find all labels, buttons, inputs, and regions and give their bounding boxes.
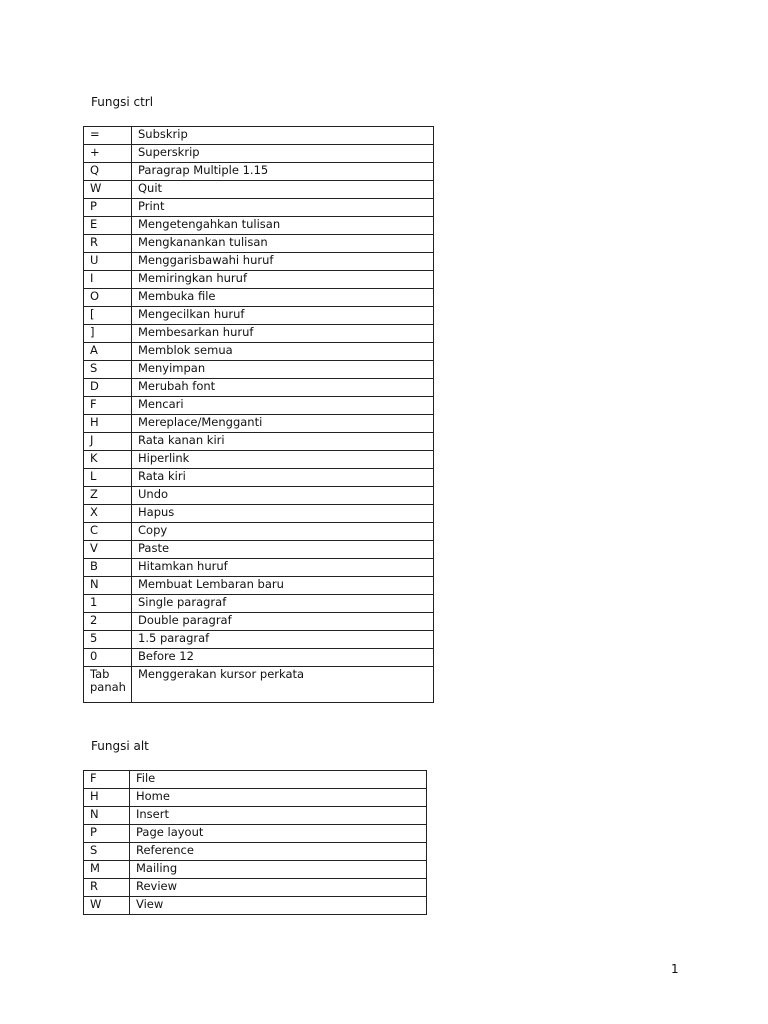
table-row — [84, 789, 427, 807]
shortcut-key: P — [84, 199, 132, 217]
shortcut-key: V — [84, 541, 132, 559]
shortcut-description: Memblok semua — [132, 343, 434, 361]
table-row — [84, 343, 434, 361]
table-row — [84, 163, 434, 181]
shortcut-description: Superskrip — [132, 145, 434, 163]
table-row — [84, 613, 434, 631]
shortcut-key: I — [84, 271, 132, 289]
table-row — [84, 879, 427, 897]
shortcut-key: N — [84, 577, 132, 595]
shortcut-description: File — [130, 771, 427, 789]
table-row — [84, 253, 434, 271]
ctrl-section-title: Fungsi ctrl — [91, 95, 154, 109]
table-row — [84, 181, 434, 199]
table-row — [84, 127, 434, 145]
table-row — [84, 523, 434, 541]
shortcut-key: X — [84, 505, 132, 523]
shortcut-key: C — [84, 523, 132, 541]
shortcut-description: Membuat Lembaran baru — [132, 577, 434, 595]
table-row — [84, 235, 434, 253]
table-row — [84, 145, 434, 163]
table-row — [84, 199, 434, 217]
shortcut-description: Memiringkan huruf — [132, 271, 434, 289]
shortcut-description: View — [130, 897, 427, 915]
shortcut-description: Hiperlink — [132, 451, 434, 469]
shortcut-key: A — [84, 343, 132, 361]
shortcut-description: Undo — [132, 487, 434, 505]
shortcut-key: Z — [84, 487, 132, 505]
table-row — [84, 897, 427, 915]
shortcut-description: Page layout — [130, 825, 427, 843]
shortcut-key: Q — [84, 163, 132, 181]
shortcut-description: Rata kanan kiri — [132, 433, 434, 451]
shortcut-description: Menggerakan kursor perkata — [132, 667, 434, 703]
table-row — [84, 361, 434, 379]
shortcut-key: 2 — [84, 613, 132, 631]
table-row — [84, 559, 434, 577]
alt-shortcut-table — [83, 770, 427, 915]
shortcut-description: Rata kiri — [132, 469, 434, 487]
shortcut-key: H — [84, 789, 130, 807]
shortcut-description: Merubah font — [132, 379, 434, 397]
table-row — [84, 667, 434, 703]
shortcut-key: S — [84, 361, 132, 379]
table-row — [84, 649, 434, 667]
table-row — [84, 397, 434, 415]
table-row — [84, 271, 434, 289]
shortcut-key: N — [84, 807, 130, 825]
shortcut-key: Tab panah — [84, 667, 132, 703]
table-row — [84, 433, 434, 451]
table-row — [84, 325, 434, 343]
shortcut-key: [ — [84, 307, 132, 325]
shortcut-description: Single paragraf — [132, 595, 434, 613]
table-row — [84, 487, 434, 505]
shortcut-description: Paragrap Multiple 1.15 — [132, 163, 434, 181]
shortcut-key: O — [84, 289, 132, 307]
shortcut-key: M — [84, 861, 130, 879]
shortcut-key: 0 — [84, 649, 132, 667]
shortcut-description: Insert — [130, 807, 427, 825]
shortcut-key: F — [84, 397, 132, 415]
shortcut-key: D — [84, 379, 132, 397]
shortcut-key: B — [84, 559, 132, 577]
shortcut-description: Mengecilkan huruf — [132, 307, 434, 325]
table-row — [84, 771, 427, 789]
table-row — [84, 307, 434, 325]
shortcut-description: Mencari — [132, 397, 434, 415]
shortcut-key: H — [84, 415, 132, 433]
shortcut-description: Menggarisbawahi huruf — [132, 253, 434, 271]
shortcut-key: W — [84, 181, 132, 199]
shortcut-description: Membuka file — [132, 289, 434, 307]
shortcut-description: Quit — [132, 181, 434, 199]
shortcut-key: = — [84, 127, 132, 145]
table-row — [84, 289, 434, 307]
shortcut-description: Copy — [132, 523, 434, 541]
shortcut-description: Reference — [130, 843, 427, 861]
table-row — [84, 631, 434, 649]
shortcut-key: ] — [84, 325, 132, 343]
shortcut-key: S — [84, 843, 130, 861]
shortcut-key: 5 — [84, 631, 132, 649]
table-row — [84, 217, 434, 235]
table-row — [84, 415, 434, 433]
shortcut-description: Hitamkan huruf — [132, 559, 434, 577]
shortcut-key: F — [84, 771, 130, 789]
shortcut-key: K — [84, 451, 132, 469]
shortcut-key: + — [84, 145, 132, 163]
shortcut-description: Mengkanankan tulisan — [132, 235, 434, 253]
table-row — [84, 595, 434, 613]
page-number: 1 — [671, 962, 679, 976]
shortcut-key: W — [84, 897, 130, 915]
shortcut-description: Paste — [132, 541, 434, 559]
shortcut-description: Hapus — [132, 505, 434, 523]
shortcut-description: Print — [132, 199, 434, 217]
alt-section-title: Fungsi alt — [91, 739, 149, 753]
table-row — [84, 843, 427, 861]
shortcut-key: P — [84, 825, 130, 843]
table-row — [84, 807, 427, 825]
table-row — [84, 577, 434, 595]
shortcut-description: Mailing — [130, 861, 427, 879]
shortcut-key: R — [84, 235, 132, 253]
shortcut-key: L — [84, 469, 132, 487]
ctrl-shortcut-table — [83, 126, 434, 703]
shortcut-key: U — [84, 253, 132, 271]
shortcut-description: Double paragraf — [132, 613, 434, 631]
table-row — [84, 469, 434, 487]
shortcut-description: Home — [130, 789, 427, 807]
shortcut-key: E — [84, 217, 132, 235]
shortcut-description: Before 12 — [132, 649, 434, 667]
table-row — [84, 861, 427, 879]
shortcut-key: 1 — [84, 595, 132, 613]
table-row — [84, 451, 434, 469]
shortcut-key: R — [84, 879, 130, 897]
shortcut-description: Menyimpan — [132, 361, 434, 379]
table-row — [84, 541, 434, 559]
table-row — [84, 505, 434, 523]
shortcut-description: Review — [130, 879, 427, 897]
shortcut-description: 1.5 paragraf — [132, 631, 434, 649]
table-row — [84, 379, 434, 397]
shortcut-description: Membesarkan huruf — [132, 325, 434, 343]
shortcut-description: Subskrip — [132, 127, 434, 145]
table-row — [84, 825, 427, 843]
shortcut-key: J — [84, 433, 132, 451]
shortcut-description: Mereplace/Mengganti — [132, 415, 434, 433]
shortcut-description: Mengetengahkan tulisan — [132, 217, 434, 235]
